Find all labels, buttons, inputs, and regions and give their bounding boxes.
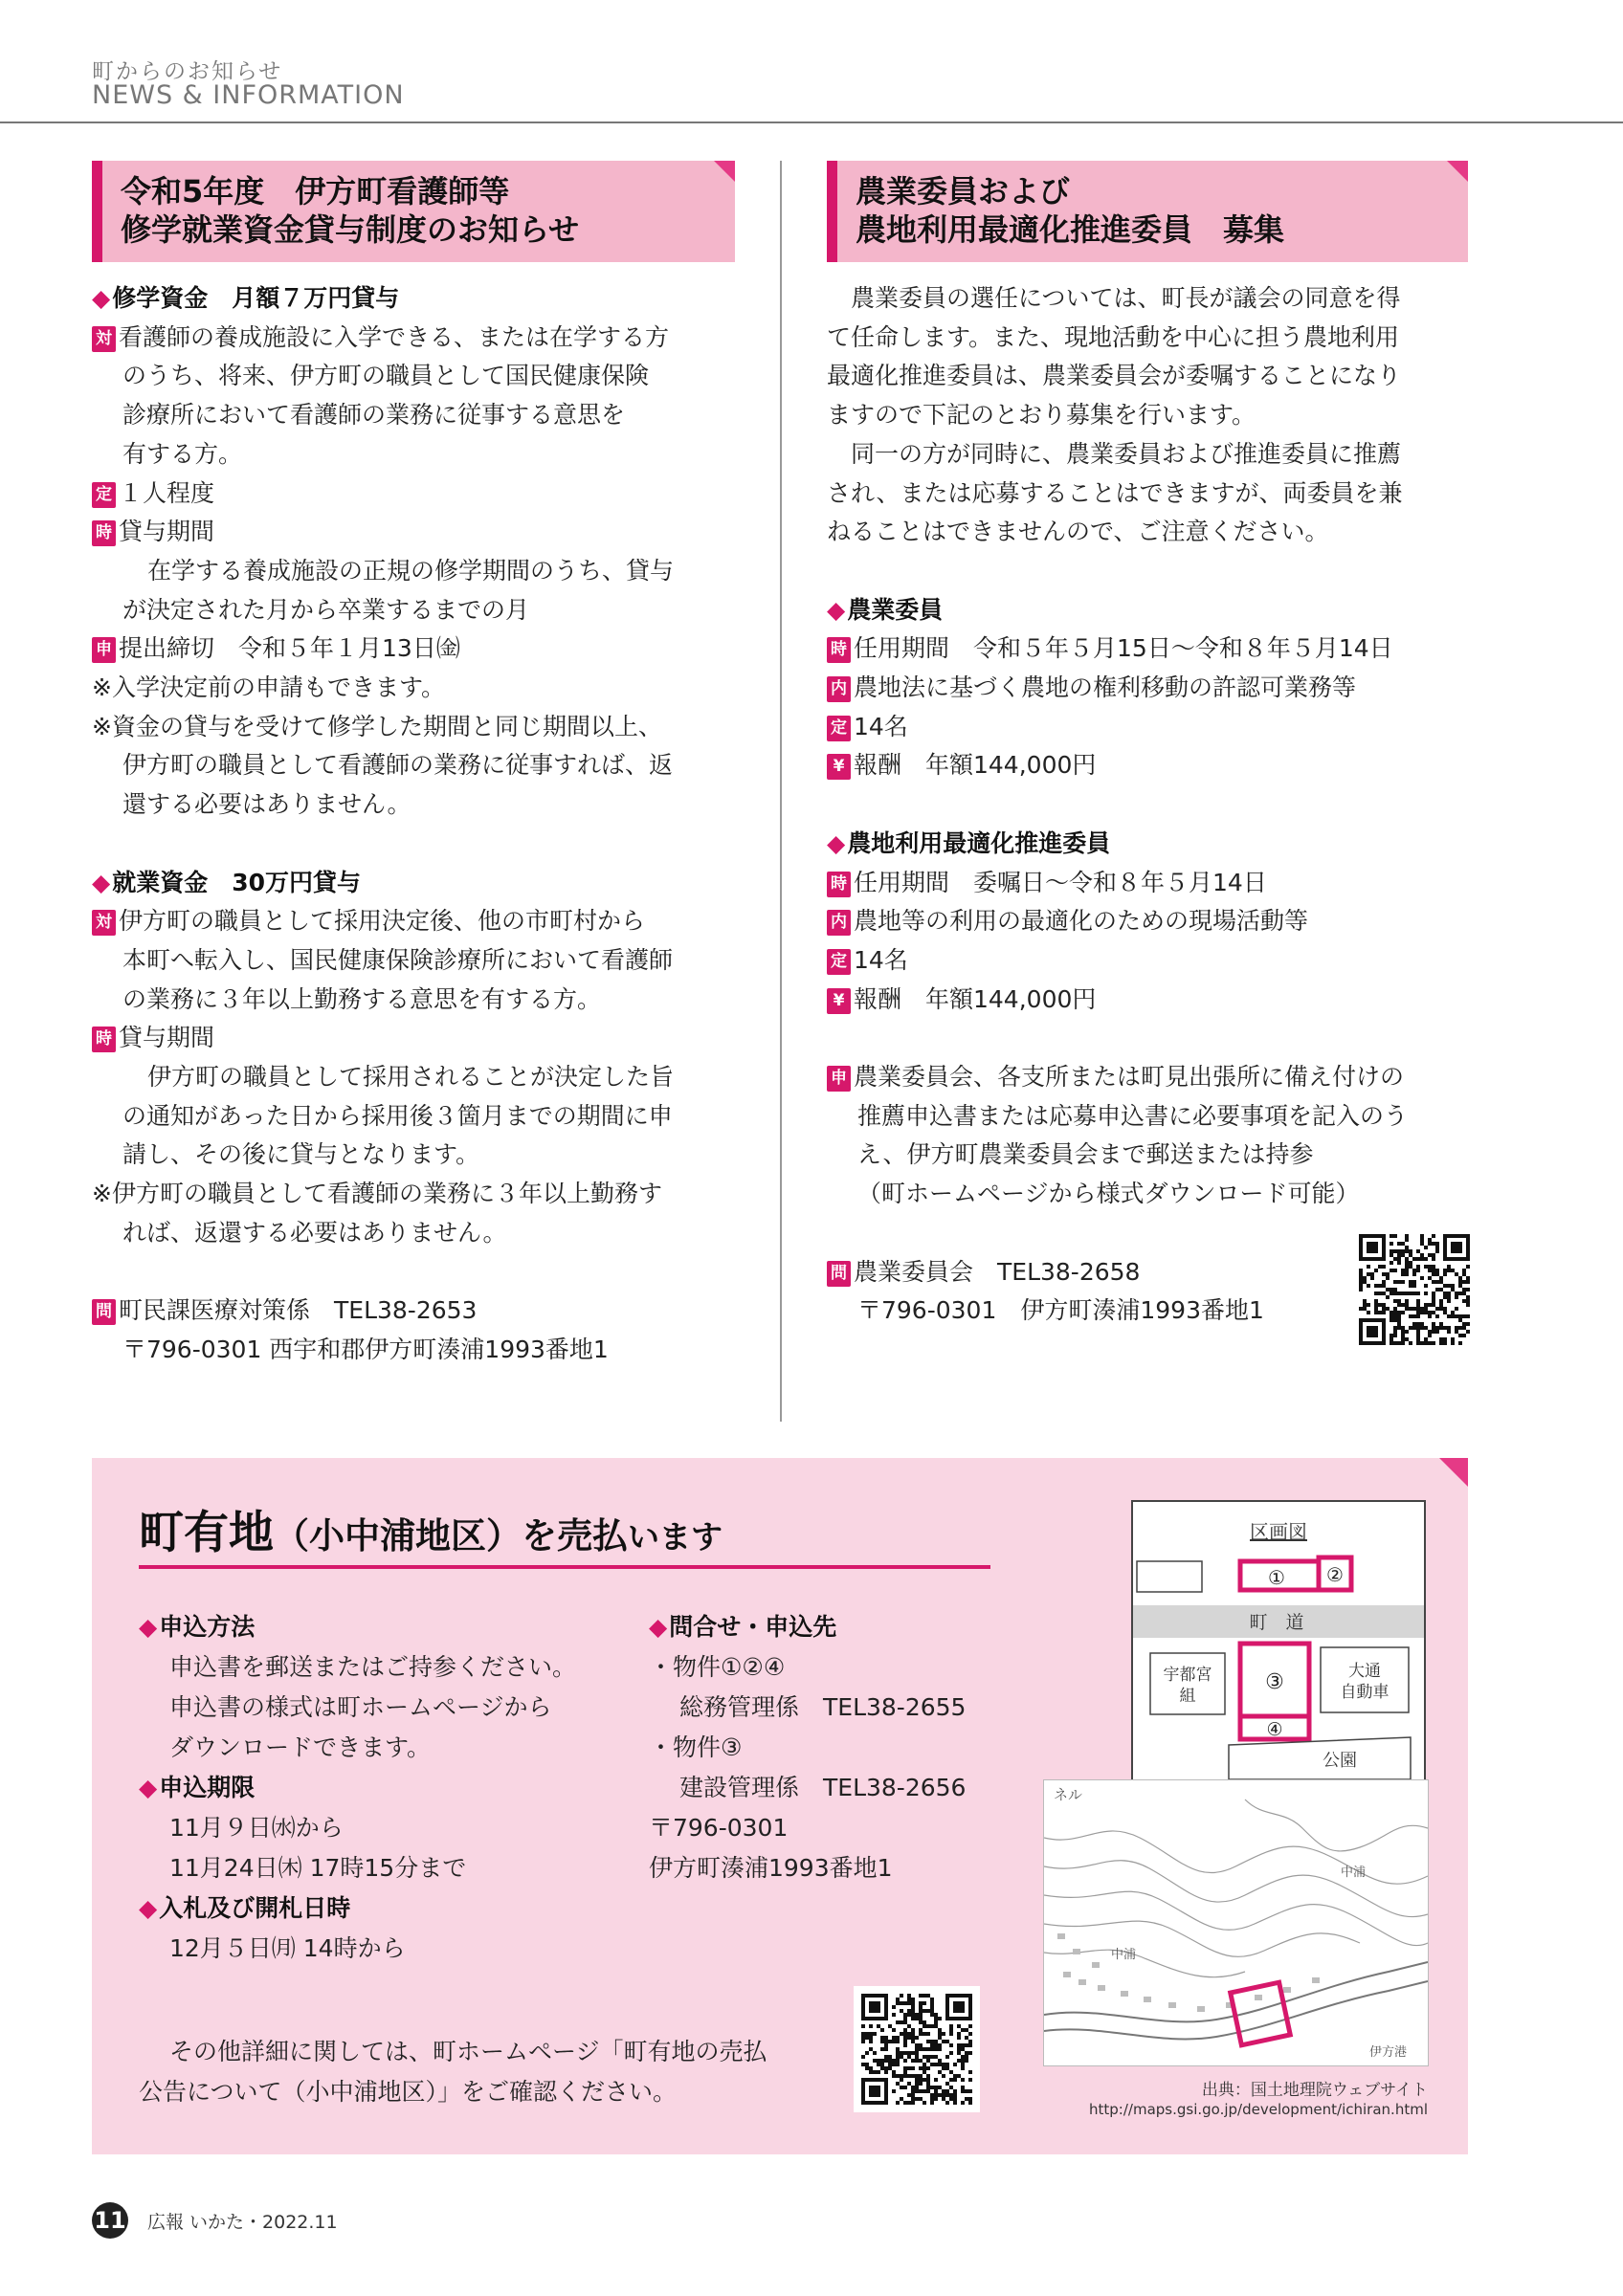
capacity-tag-icon: 定 — [92, 482, 116, 508]
content-tag-icon: 内 — [827, 676, 851, 702]
map-credit: 出典：国土地理院ウェブサイト — [1201, 2081, 1428, 2100]
study-fund-note: ※資金の貸与を受けて修学した期間と同じ期間以上、 — [92, 712, 662, 740]
content-tag-icon: 内 — [827, 910, 851, 936]
land-right-column — [649, 1607, 1032, 1888]
agri-committee-content: 内 農地法に基づく農地の権利移動の許認可業務等 — [827, 669, 1478, 708]
diamond-icon: ◆ — [139, 1894, 158, 1922]
inquiry-line: 建設管理係 TEL38-2656 — [679, 1774, 967, 1801]
promotion-committee-term: 時 任用期間 委嘱日〜令和８年５月14日 — [827, 864, 1478, 903]
agri-title-line2: 農地利用最適化推進委員 募集 — [856, 211, 1285, 248]
agri-committee-heading: ◆農業委員 — [827, 595, 944, 624]
qr-code-icon — [1359, 1234, 1470, 1345]
yen-tag-icon: ¥ — [827, 988, 851, 1014]
agri-apply-line: （町ホームページから様式ダウンロード可能） — [857, 1180, 1360, 1208]
work-fund-period-line: 伊方町の職員として採用されることが決定した旨 — [147, 1063, 675, 1092]
lot-3-label: ③ — [1265, 1670, 1284, 1694]
agri-committee-capacity: 定 14名 — [827, 708, 1478, 747]
deadline-line: 11月９日㈬から — [169, 1814, 344, 1842]
work-fund-target-line: の業務に３年以上勤務する意思を有する方。 — [122, 984, 602, 1013]
study-fund-period: 時 貸与期間 — [92, 513, 743, 552]
agri-contact: 問 農業委員会 TEL38-2658 — [827, 1253, 1478, 1292]
target-tag-icon: 対 — [92, 910, 116, 936]
inquiry-line: ・物件③ — [649, 1733, 743, 1761]
agri-article — [827, 279, 1478, 1331]
agri-intro: され、または応募することはできますが、両委員を兼 — [827, 478, 1403, 507]
nurse-title-line2: 修学就業資金貸与制度のお知らせ — [121, 211, 580, 248]
time-tag-icon: 時 — [92, 520, 116, 546]
column-divider — [780, 161, 782, 1422]
diamond-icon: ◆ — [827, 595, 846, 624]
work-fund-period-line: の通知があった日から採用後３箇月までの期間に申 — [122, 1101, 673, 1130]
agri-intro: 最適化推進委員は、農業委員会が委嘱することになり — [827, 362, 1402, 390]
diamond-icon: ◆ — [92, 284, 111, 312]
agri-apply: 申 農業委員会、各支所または町見出張所に備え付けの — [827, 1058, 1478, 1097]
promotion-committee-capacity: 定 14名 — [827, 941, 1478, 981]
topo-place-a: 中浦 — [1111, 1948, 1137, 1962]
odori-label-2: 自動車 — [1340, 1683, 1390, 1702]
method-line: ダウンロードできます。 — [169, 1733, 432, 1761]
utsunomiya-label: 宇都宮 — [1163, 1666, 1212, 1685]
study-fund-note-line: 還する必要はありません。 — [122, 790, 411, 819]
section-label-en: NEWS & INFORMATION — [92, 80, 405, 110]
lot-1-label: ① — [1268, 1566, 1285, 1589]
lot-2-label: ② — [1326, 1563, 1344, 1586]
inquiry-line: 伊方町湊浦1993番地1 — [649, 1854, 893, 1882]
page-number: 11 — [92, 2202, 128, 2239]
agri-apply-line: え、伊方町農業委員会まで郵送または持参 — [857, 1140, 1314, 1169]
land-qr-code[interactable] — [854, 1986, 980, 2112]
bid-heading: ◆入札及び開札日時 — [139, 1894, 351, 1922]
header-rule — [0, 121, 1623, 123]
capacity-tag-icon: 定 — [827, 716, 851, 741]
agri-title-line1: 農業委員および — [856, 173, 1071, 210]
study-fund-capacity: 定 １人程度 — [92, 475, 743, 514]
nurse-title-line1: 令和5年度 伊方町看護師等 — [121, 173, 510, 210]
agri-intro: 農業委員の選任については、町長が議会の同意を得 — [851, 284, 1401, 312]
section-label-jp: 町からのお知らせ — [92, 59, 283, 84]
work-fund-heading: ◆就業資金 30万円貸与 — [92, 868, 362, 896]
study-fund-target-line: 有する方。 — [122, 439, 243, 468]
time-tag-icon: 時 — [827, 637, 851, 663]
study-fund-note: ※入学決定前の申請もできます。 — [92, 673, 445, 702]
work-fund-target: 対 伊方町の職員として採用決定後、他の市町村から — [92, 902, 743, 941]
deadline-heading: ◆申込期限 — [139, 1774, 256, 1801]
agri-intro: て任命します。また、現地活動を中心に担う農地利用 — [827, 322, 1400, 351]
inquiry-tag-icon: 問 — [92, 1299, 116, 1325]
yen-tag-icon: ¥ — [827, 754, 851, 780]
method-line: 申込書を郵送またはご持参ください。 — [169, 1653, 577, 1681]
inquiry-line: 総務管理係 TEL38-2655 — [679, 1693, 967, 1721]
diamond-icon: ◆ — [827, 828, 846, 857]
time-tag-icon: 時 — [92, 1027, 116, 1052]
land-left-column — [139, 1607, 636, 1969]
diamond-icon: ◆ — [139, 1774, 158, 1801]
agri-apply-line: 推薦申込書または応募申込書に必要事項を記入のう — [857, 1101, 1409, 1130]
topographic-map — [1043, 1779, 1429, 2066]
inquiry-heading: ◆問合せ・申込先 — [649, 1613, 837, 1641]
park-label: 公園 — [1323, 1751, 1357, 1771]
study-fund-period-line: が決定された月から卒業するまでの月 — [122, 595, 530, 624]
inquiry-line: 〒796-0301 — [649, 1814, 789, 1842]
nurse-article — [92, 279, 743, 1370]
study-fund-period-line: 在学する養成施設の正規の修学期間のうち、貸与 — [147, 556, 675, 585]
qr-code-icon — [861, 1994, 972, 2105]
lot-4-label: ④ — [1266, 1719, 1283, 1740]
land-sale-title: 町有地（小中浦地区）を売払います — [139, 1507, 723, 1559]
agri-intro: ねることはできませんので、ご注意ください。 — [827, 518, 1329, 546]
apply-tag-icon: 申 — [92, 637, 116, 663]
promotion-committee-pay: ¥ 報酬 年額144,000円 — [827, 981, 1478, 1020]
capacity-tag-icon: 定 — [827, 949, 851, 975]
tunnel-label: ネル — [1054, 1786, 1083, 1803]
agri-contact-address: 〒796-0301 伊方町湊浦1993番地1 — [857, 1296, 1264, 1325]
nurse-headline — [92, 161, 735, 262]
map-credit-url[interactable]: http://maps.gsi.go.jp/development/ichiran.html — [1089, 2101, 1428, 2118]
diamond-icon: ◆ — [649, 1613, 668, 1641]
study-fund-target: 対 看護師の養成施設に入学できる、または在学する方 — [92, 319, 743, 358]
promotion-committee-heading: ◆農地利用最適化推進委員 — [827, 828, 1111, 857]
site-marker — [1231, 1982, 1291, 2045]
promotion-committee-content: 内 農地等の利用の最適化のための現場活動等 — [827, 902, 1478, 941]
work-fund-period: 時 貸与期間 — [92, 1019, 743, 1058]
land-more-info — [139, 2032, 847, 2112]
agri-qr-code[interactable] — [1359, 1234, 1470, 1345]
topo-place-b: 中浦 — [1341, 1866, 1367, 1880]
study-fund-heading: ◆修学資金 月額７万円貸与 — [92, 284, 400, 312]
work-fund-period-line: 請し、その後に貸与となります。 — [122, 1140, 480, 1169]
method-heading: ◆申込方法 — [139, 1613, 256, 1641]
agri-intro: 同一の方が同時に、農業委員および推進委員に推薦 — [851, 439, 1402, 468]
inquiry-line: ・物件①②④ — [649, 1653, 786, 1681]
road-label: 町 道 — [1249, 1612, 1304, 1633]
study-fund-target-line: 診療所において看護師の業務に従事する意思を — [122, 401, 626, 430]
map-title: 区画図 — [1250, 1520, 1307, 1543]
agri-headline — [827, 161, 1468, 262]
agri-intro: ますので下記のとおり募集を行います。 — [827, 401, 1256, 430]
work-fund-note-line: れば、返還する必要はありません。 — [122, 1218, 507, 1247]
publication-name: 広報 いかた・2022.11 — [147, 2212, 338, 2233]
agri-committee-term: 時 任用期間 令和５年５月15日〜令和８年５月14日 — [827, 629, 1478, 669]
method-line: 申込書の様式は町ホームページから — [169, 1693, 552, 1721]
diamond-icon: ◆ — [92, 868, 111, 896]
work-fund-target-line: 本町へ転入し、国民健康保険診療所において看護師 — [122, 945, 674, 974]
utsunomiya-label-2: 組 — [1179, 1687, 1196, 1706]
odori-label: 大通 — [1348, 1662, 1381, 1681]
study-fund-target-line: のうち、将来、伊方町の職員として国民健康保険 — [122, 362, 650, 390]
nurse-contact-address: 〒796-0301 西宇和郡伊方町湊浦1993番地1 — [122, 1335, 609, 1363]
topo-port-label: 伊方港 — [1369, 2045, 1408, 2060]
apply-tag-icon: 申 — [827, 1066, 851, 1092]
target-tag-icon: 対 — [92, 326, 116, 352]
study-fund-note-line: 伊方町の職員として看護師の業務に従事すれば、返 — [122, 751, 674, 780]
time-tag-icon: 時 — [827, 872, 851, 897]
land-title-underline — [139, 1565, 990, 1569]
inquiry-tag-icon: 問 — [827, 1261, 851, 1287]
work-fund-note: ※伊方町の職員として看護師の業務に３年以上勤務す — [92, 1180, 662, 1208]
bid-line: 12月５日㈪ 14時から — [169, 1934, 406, 1962]
nurse-contact: 問 町民課医療対策係 TEL38-2653 — [92, 1292, 743, 1331]
more-info-line: その他詳細に関しては、町ホームページ「町有地の売払 — [169, 2038, 767, 2065]
study-fund-apply: 申 提出締切 令和５年１月13日㈮ — [92, 629, 743, 669]
diamond-icon: ◆ — [139, 1613, 158, 1641]
agri-committee-pay: ¥ 報酬 年額144,000円 — [827, 746, 1478, 785]
more-info-line: 公告について（小中浦地区）」をご確認ください。 — [139, 2078, 678, 2106]
deadline-line: 11月24日㈭ 17時15分まで — [169, 1854, 467, 1882]
